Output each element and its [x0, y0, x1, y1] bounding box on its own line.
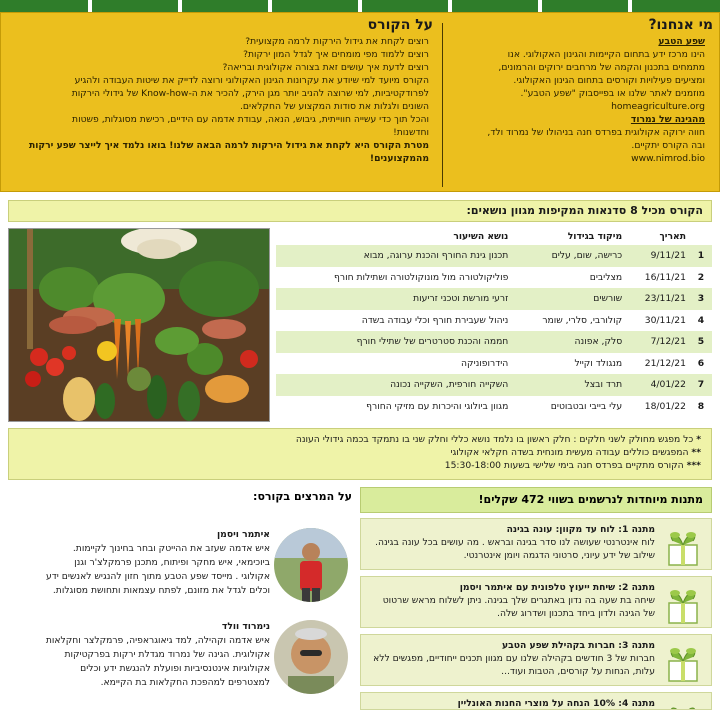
lecturer-photo [274, 620, 348, 694]
workshops-banner: הקורס מכיל 8 סדנאות המקיפות מגוון נושאים: [8, 200, 712, 222]
table-row: 5 7/12/21 סלק, אפונה חממה והכנת סטרטרים של שתילי חורף [276, 331, 712, 353]
table-header-focus: מיקוד בגידול [512, 228, 626, 245]
table-row: 3 23/11/21 שורשים זרעי מורשת וטכני זריעות [276, 288, 712, 310]
who-are-we-section: מי אנחנו? שפע הטבע הינו מרכז ידע בתחום הקיימות והגינון האקולוגי. אנו מתמחים בתכנון והקמה של מרחבים ירוקים והרמונים, ומציעים פעילויות וקורסים בתחום הגינון האקולוגי. מוזמנים לאתר שלנו או בפייסבוק "שפע הטבע". homeagriculture.org מהגינה של נמרוד חווה ירוקה אקולוגית בפרדס חנה בניהולו של נמרוד ולד, ובה הקורס יתקיים. www.nimrod.bio [447, 17, 717, 189]
table-header-date: תאריך [626, 228, 690, 245]
gift-title: מתנה 2: שיחת ייעוץ טלפונית עם איתמר ויסמן [459, 582, 655, 593]
gift-title: מתנה 3: חברות בקהילת שפע הטבע [502, 640, 655, 651]
lecturer-name: איתמר ויסמן [217, 529, 270, 540]
intro-box [0, 12, 720, 192]
table-header-number [690, 228, 712, 245]
nimrod-heading: מהגינה של נמרוד [630, 114, 705, 125]
column-divider [442, 23, 443, 187]
gift-icon [663, 583, 703, 625]
gift-description: שיחה בת שעה בה נדון באתגרים שלך בגינה. ניתן לשלוח מראש שרטוט של הגינה ולדון ביחד בתכנון ושדרוג שלה. [382, 595, 655, 619]
course-notes [8, 428, 712, 480]
gift-title: מתנה 4: 10% הנחה על מוצרי החנות האונליין [457, 698, 655, 709]
table-row: 8 18/01/22 עלי בייבי ובטבוטים מגוון ביולוגי והיכרות עם מזיקי החורף [276, 396, 712, 418]
lecturer-photo [274, 528, 348, 602]
gift-card [360, 518, 712, 570]
table-row: 7 4/01/22 תרד ובצל השקייה חורפית, השקייה נכונה [276, 374, 712, 396]
schedule-table [276, 228, 712, 422]
lecturer-name: נימרוד וולד [221, 621, 270, 632]
table-row: 6 21/12/21 מנגולד וקייל הידרופוניקה [276, 353, 712, 375]
gift-title: מתנה 1: לוח עד מקוון: עונה בגינה [506, 524, 655, 535]
lecturer-card: איתמר ויסמן איש אדמה שעזב את ההייטק ובחר בחינוך לקיימות. ביוכימאי, איש מחקר ופיתוח, מתכנן פרמקלצ'ר וגנן אקולוגי . מייסד שפע הטבע מתוך חזון להנגיש לאנשים ידע וכלים לגדל את מזונם, לפתח עצמאות ותחושת מסוגלות. [8, 528, 352, 612]
table-row: 4 30/11/21 קולורבי, סלרי, שומר ניהול שעבירת חורף וכלי עבודה בשדה [276, 310, 712, 332]
gift-card [360, 692, 712, 710]
shefa-heading: שפע הטבע [658, 36, 705, 47]
gift-description: חברות של 3 חודשים בקהילה שלנו עם מגוון תכנים ייחודיים, מפגשים ללא עלות, הנחות על קורסים, הטבות ועוד... [373, 653, 655, 677]
table-row: 1 9/11/21 כרישה, שום, עלים תכנון גינת החורף והכנת ערוגה, מבוא [276, 245, 712, 267]
who-are-we-title: מי אנחנו? [648, 17, 713, 33]
course-goal: מטרת הקורס היא לקחת את גידול הירקות לרמה הבאה שלנו! בואו נלמד איך לייצר שפע ירקות [28, 140, 429, 151]
gift-card [360, 634, 712, 686]
gift-icon [663, 699, 703, 710]
gift-card [360, 576, 712, 628]
gifts-heading: מתנות מיוחדות לנרשמים בשווי 472 שקלים! [360, 487, 712, 513]
note-item: ** המפגשים כוללים עבודה מעשית מונחית בשדה חקלאי אקולוגי [450, 447, 701, 458]
gift-icon [663, 525, 703, 567]
note-item: * כל מפגש מחולק לשני חלקים : חלק ראשון בו נלמד נושא כללי וחלק שני בו נתמקד בכמה גידולי העונה [295, 434, 701, 445]
gift-icon [663, 641, 703, 683]
top-decorative-strip [0, 0, 720, 12]
gift-description: לוח אינטרנטי שעושה לנו סדר בגינה ובראש . מה עושים בכל עונה בגינה. שילוב של ידע עיוני, סרטוני הדגמה ויומן אינטרנטי. [375, 537, 655, 561]
lecturers-heading: על המרצים בקורס: [253, 490, 352, 503]
about-course-section [5, 17, 437, 189]
lecturer-card: נימרוד וולד איש אדמה וקהילה, למד גיאוגראפיה, פרמקלצר וחקלאות אקולוגית. הגינה של נמרוד מגדלת ירקות בפרקטיקות אקולוגיות אינטנסיביות ופועלת להנגשת ידע וכלים למצטרפים למהפכת החקלאות בת הקיימא. [8, 620, 352, 704]
shefa-url-link[interactable]: homeagriculture.org [611, 101, 705, 112]
course-description: רוצים לקחת את גידול הירקות לרמה מקצועית? רוצים ללמוד מפי מומחים איך לגדל המון ירקות? רוצים לדעת איך עושים זאת בצורה אקולוגית ובריאה? הקורס מיועד למי שיודע את עקרונות הגינון האקולוגי ורוצה לדייק את שיטות העבודה ולהגיע לפרודקטיביות, למי שרוצה להניב יותר מגן הירק, להכיר את ה-Know-how של גידולי הירקות השונים ולגלות את סודות המקצוע של החקלאים. והכל תוך כדי עשייה חווייתית, גיבוש, הנאה, עבודת אדמה עם הידיים, רכישת מסוגלות, פשטות וחדשנות! מטרת הקורס היא לקחת את גידול הירקות לרמה הבאה שלנו! בואו נלמד איך לייצר שפע ירקות מהמקצוענים! [5, 35, 437, 165]
note-item: *** הקורס מתקיים בפרדס חנה בימי שלישי בשעות 15:30-18:00 [444, 460, 701, 471]
table-row: 2 16/11/21 מצליבים פוליקולטורה מול מונוקולטורה ושתילות חורף [276, 267, 712, 289]
about-course-title: על הקורס [367, 17, 433, 33]
nimrod-url-link[interactable]: www.nimrod.bio [631, 153, 705, 164]
table-header-topic: נושא השיעור [276, 228, 512, 245]
vegetables-photo [8, 228, 270, 422]
